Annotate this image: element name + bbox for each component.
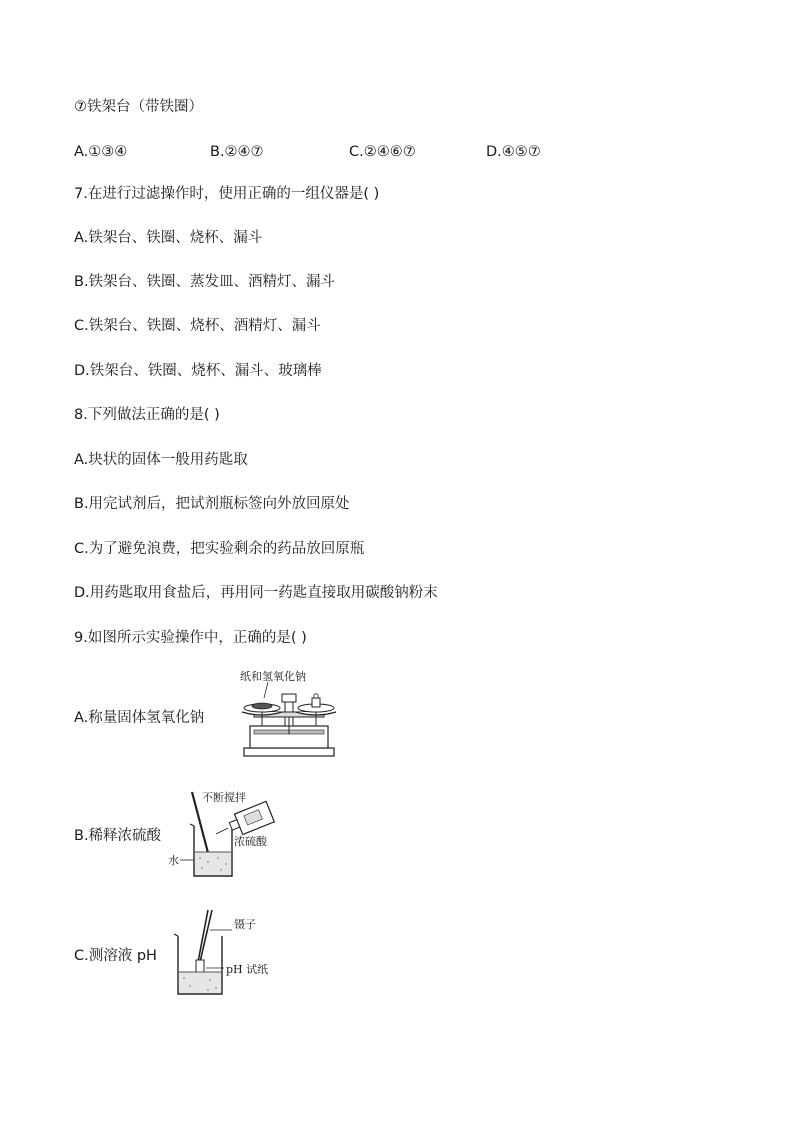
dilution-illustration: [166, 788, 282, 882]
q9-stem: 9.如图所示实验操作中，正确的是( ): [74, 630, 307, 646]
ph-illustration: [170, 906, 282, 1000]
q9-option-a: A.称量固体氢氧化钠: [74, 710, 205, 726]
q8-stem: 8.下列做法正确的是( ): [74, 407, 220, 423]
q6-option-a: A.①③④: [74, 144, 128, 160]
q8-option-d: D.用药匙取用食盐后，再用同一药匙直接取用碳酸钠粉末: [74, 585, 438, 601]
q6-option-b: B.②④⑦: [210, 144, 264, 160]
dilution-stir-label: 不断搅拌: [202, 791, 246, 804]
q6-option-c: C.②④⑥⑦: [349, 144, 416, 160]
ph-tweezers-label: 镊子: [234, 918, 256, 931]
q8-option-c: C.为了避免浪费，把实验剩余的药品放回原瓶: [74, 541, 365, 557]
q6-option-7-tail: ⑦铁架台（带铁圈）: [74, 99, 203, 115]
q7-option-b: B.铁架台、铁圈、蒸发皿、酒精灯、漏斗: [74, 274, 336, 290]
dilution-water-label: 水: [168, 854, 179, 867]
ph-figure: [170, 906, 282, 1000]
dilution-figure: [166, 788, 282, 882]
q9-option-b: B.稀释浓硫酸: [74, 828, 162, 844]
ph-paper-label: pH 试纸: [226, 963, 269, 976]
q9-option-c: C.测溶液 pH: [74, 948, 157, 964]
balance-figure: [232, 668, 348, 760]
q7-option-a: A.铁架台、铁圈、烧杯、漏斗: [74, 230, 263, 246]
q6-option-d: D.④⑤⑦: [486, 144, 541, 160]
dilution-acid-label: 浓硫酸: [234, 835, 267, 848]
q8-option-a: A.块状的固体一般用药匙取: [74, 452, 248, 468]
balance-illustration: [232, 668, 348, 760]
balance-label: 纸和氢氧化钠: [240, 670, 306, 683]
q7-stem: 7.在进行过滤操作时，使用正确的一组仪器是( ): [74, 186, 380, 202]
q7-option-d: D.铁架台、铁圈、烧杯、漏斗、玻璃棒: [74, 363, 322, 379]
q8-option-b: B.用完试剂后，把试剂瓶标签向外放回原处: [74, 496, 350, 512]
q7-option-c: C.铁架台、铁圈、烧杯、酒精灯、漏斗: [74, 318, 321, 334]
